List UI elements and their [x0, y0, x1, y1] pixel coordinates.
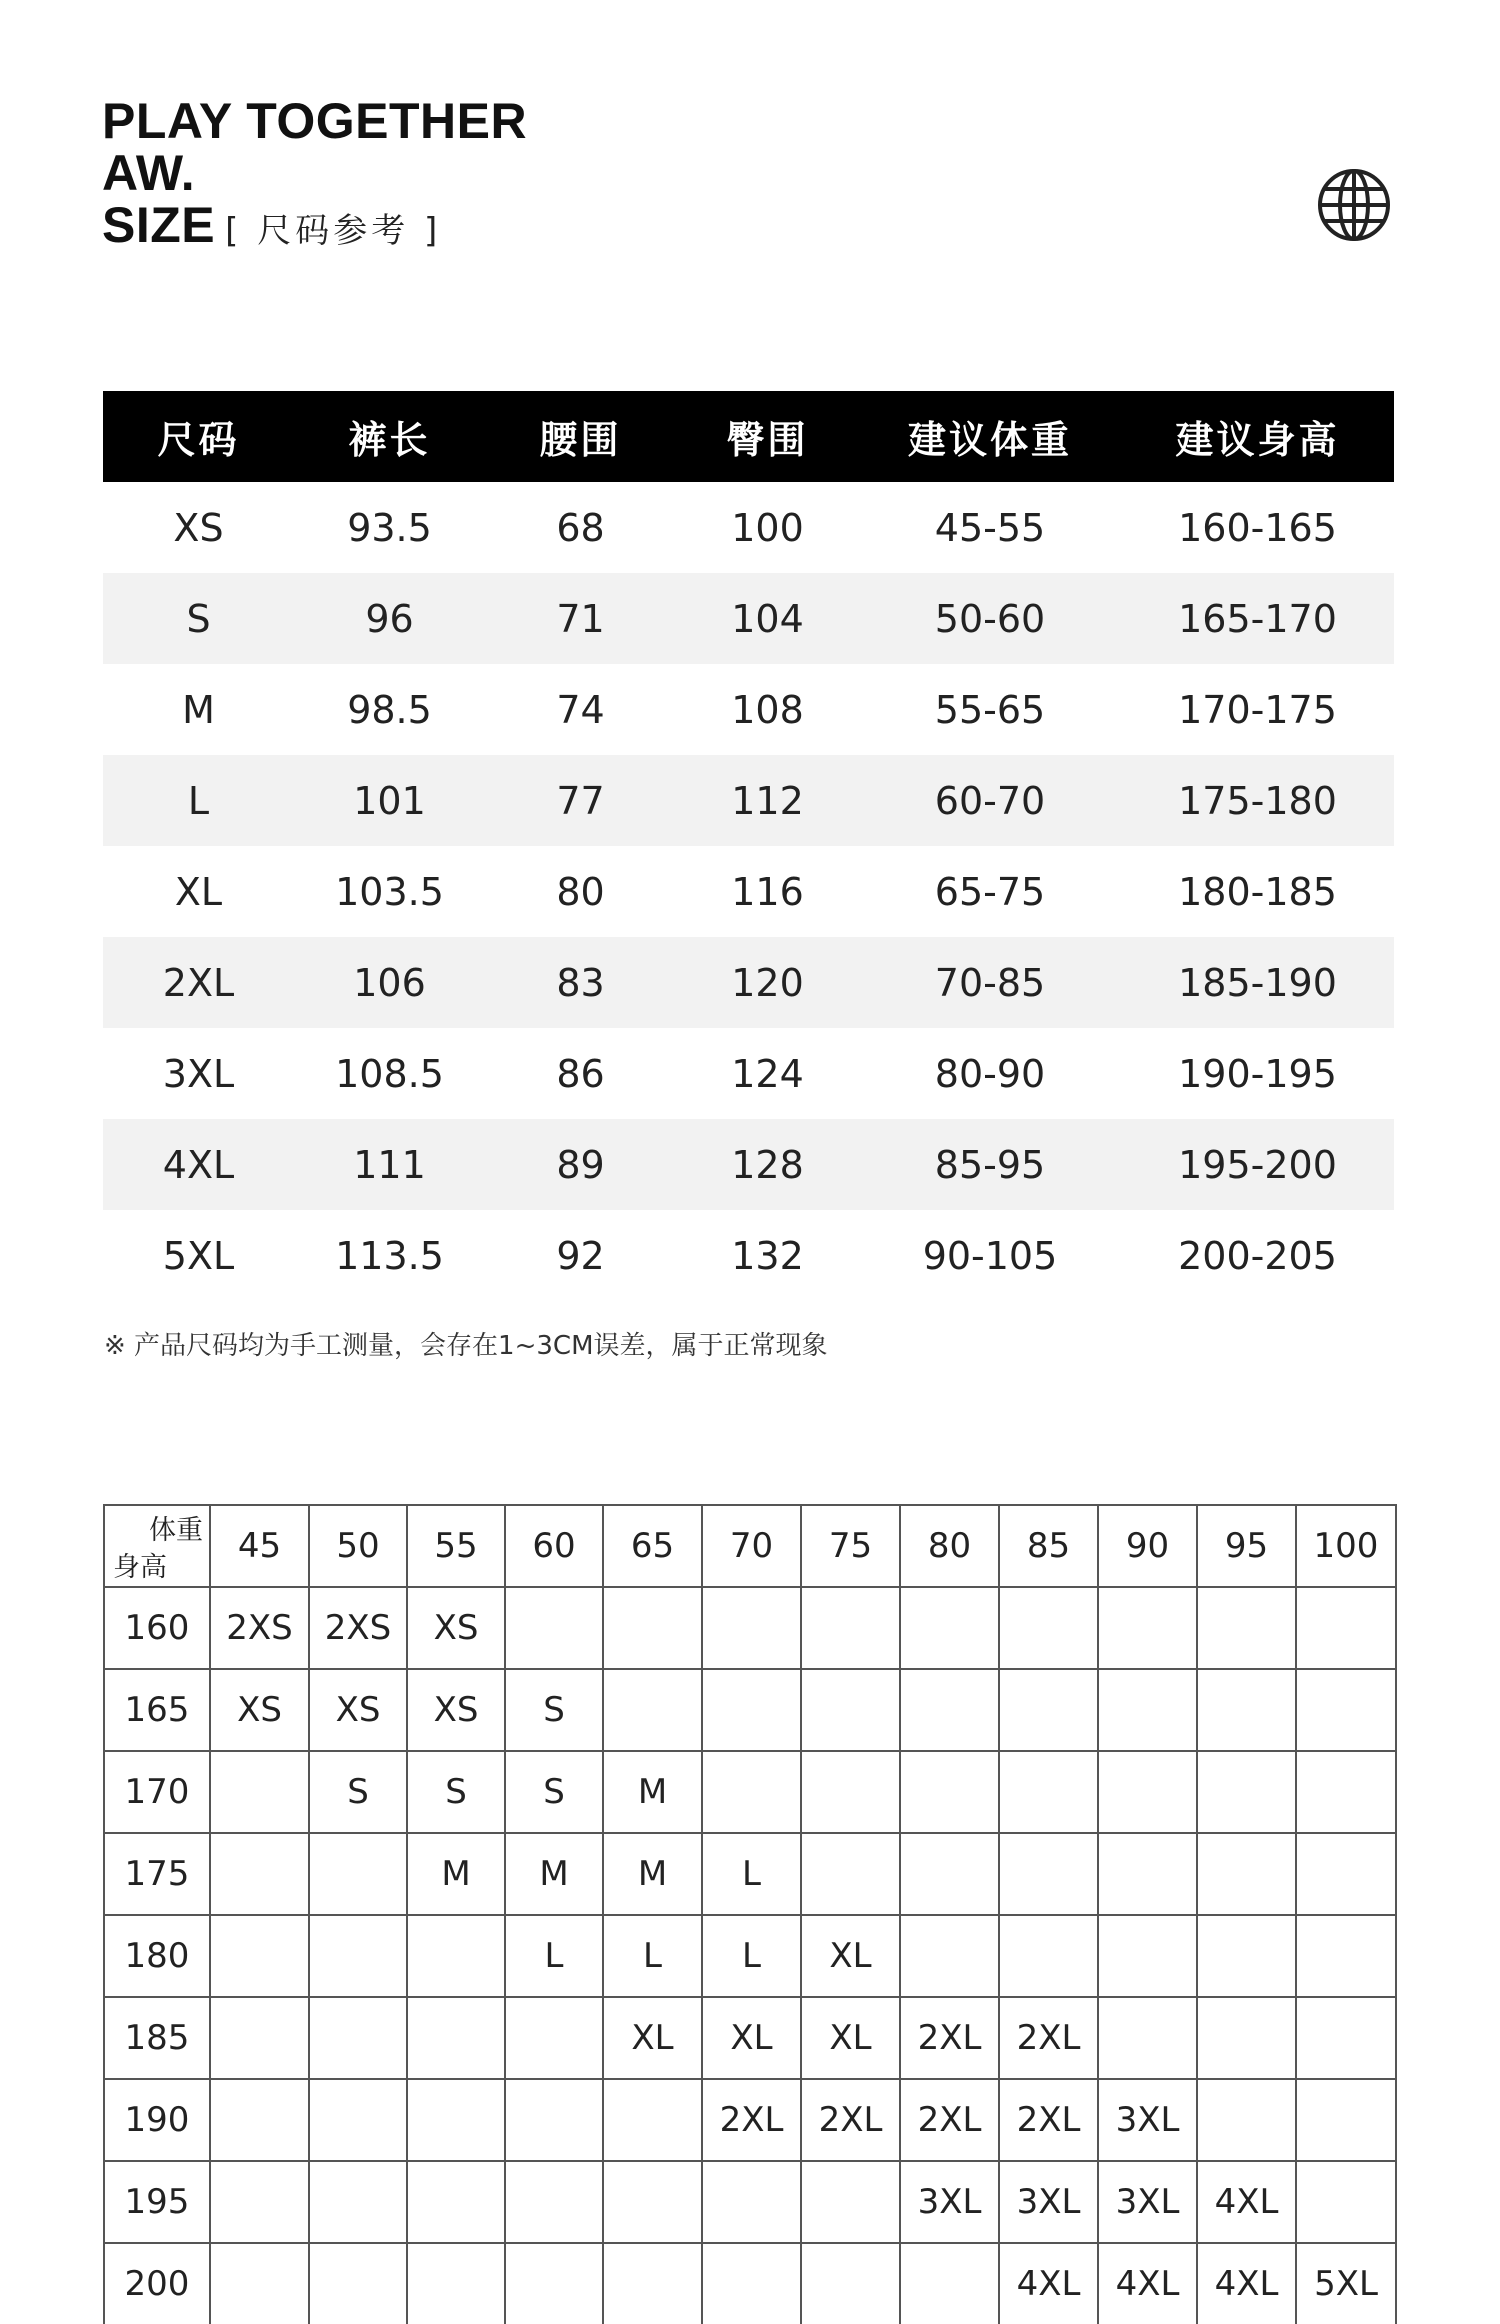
- matrix-cell: [210, 1997, 309, 2079]
- matrix-cell: [1197, 2079, 1296, 2161]
- brand-line-1: PLAY TOGETHER: [102, 93, 528, 149]
- table-cell: S: [103, 573, 294, 664]
- table-cell: 195-200: [1121, 1119, 1394, 1210]
- size-table-header-cell: 裤长: [294, 391, 485, 482]
- matrix-weight-header: 85: [999, 1505, 1098, 1587]
- matrix-cell: 2XL: [999, 1997, 1098, 2079]
- table-cell: 180-185: [1178, 869, 1337, 914]
- matrix-weight-header: 55: [407, 1505, 505, 1587]
- table-cell: 120: [676, 937, 859, 1028]
- matrix-cell: [309, 2243, 407, 2324]
- matrix-cell: [1296, 2079, 1396, 2161]
- matrix-cell: XS: [309, 1669, 407, 1751]
- matrix-cell: [407, 1915, 505, 1997]
- matrix-cell: [407, 2243, 505, 2324]
- matrix-cell: [407, 2161, 505, 2243]
- matrix-cell: [801, 2243, 900, 2324]
- matrix-cell: [407, 2079, 505, 2161]
- table-cell: 108: [731, 687, 804, 732]
- matrix-row: [104, 1997, 1396, 2079]
- table-row: [103, 1119, 1394, 1210]
- matrix-cell: S: [505, 1669, 603, 1751]
- matrix-cell: [702, 2243, 801, 2324]
- matrix-cell: 5XL: [1296, 2243, 1396, 2324]
- table-row: [103, 846, 1394, 937]
- table-row: [103, 1028, 1394, 1119]
- table-cell: 96: [294, 573, 485, 664]
- table-cell: 90-105: [922, 1233, 1058, 1278]
- matrix-cell: M: [603, 1751, 702, 1833]
- matrix-cell: [210, 2243, 309, 2324]
- matrix-cell: [702, 1751, 801, 1833]
- matrix-cell: [999, 1833, 1098, 1915]
- matrix-cell: [999, 1587, 1098, 1669]
- matrix-cell: [900, 1751, 999, 1833]
- matrix-height-label: 170: [104, 1751, 210, 1833]
- matrix-cell: [1197, 1587, 1296, 1669]
- size-subtitle: [ 尺码参考 ]: [225, 211, 442, 251]
- table-row: [103, 937, 1394, 1028]
- matrix-cell: L: [603, 1915, 702, 1997]
- table-cell: 104: [676, 573, 859, 664]
- table-cell: 175-180: [1121, 755, 1394, 846]
- matrix-cell: [210, 1915, 309, 1997]
- table-cell: 83: [485, 937, 676, 1028]
- matrix-height-label: 190: [104, 2079, 210, 2161]
- table-cell: 113.5: [335, 1233, 444, 1278]
- matrix-cell: [702, 1669, 801, 1751]
- matrix-cell: [210, 2161, 309, 2243]
- size-table-header-cell: 建议体重: [859, 391, 1121, 482]
- matrix-cell: 2XL: [999, 2079, 1098, 2161]
- matrix-cell: [801, 1833, 900, 1915]
- table-cell: 45-55: [934, 505, 1046, 550]
- matrix-cell: XL: [801, 1997, 900, 2079]
- table-cell: 74: [556, 687, 605, 732]
- table-cell: 101: [294, 755, 485, 846]
- matrix-height-label: 195: [104, 2161, 210, 2243]
- table-cell: XL: [174, 869, 223, 914]
- matrix-cell: L: [702, 1915, 801, 1997]
- table-cell: 4XL: [103, 1119, 294, 1210]
- matrix-cell: L: [702, 1833, 801, 1915]
- table-cell: 71: [485, 573, 676, 664]
- matrix-cell: [1296, 2161, 1396, 2243]
- matrix-cell: 4XL: [1098, 2243, 1197, 2324]
- matrix-weight-header: 70: [702, 1505, 801, 1587]
- table-cell: 60-70: [859, 755, 1121, 846]
- matrix-cell: [210, 2079, 309, 2161]
- matrix-header-row: [104, 1505, 1396, 1587]
- table-cell: 170-175: [1178, 687, 1337, 732]
- table-cell: 86: [556, 1051, 605, 1096]
- size-table-header-cell: 建议身高: [1121, 391, 1394, 482]
- table-row: [103, 482, 1394, 573]
- matrix-cell: [900, 1669, 999, 1751]
- corner-height-label: 身高: [113, 1552, 167, 1583]
- matrix-cell: [505, 2079, 603, 2161]
- matrix-cell: [1197, 1751, 1296, 1833]
- table-cell: 68: [556, 505, 605, 550]
- matrix-cell: [999, 1915, 1098, 1997]
- matrix-cell: 2XL: [801, 2079, 900, 2161]
- matrix-cell: [603, 1669, 702, 1751]
- matrix-cell: S: [309, 1751, 407, 1833]
- page-header: [102, 95, 527, 252]
- matrix-cell: 4XL: [999, 2243, 1098, 2324]
- matrix-corner-cell: [104, 1505, 210, 1587]
- matrix-cell: [1296, 1669, 1396, 1751]
- matrix-cell: [1098, 1751, 1197, 1833]
- size-chart-table: [103, 391, 1394, 1301]
- matrix-cell: [900, 1833, 999, 1915]
- matrix-cell: [309, 2161, 407, 2243]
- matrix-weight-header: 45: [210, 1505, 309, 1587]
- matrix-weight-header: 95: [1197, 1505, 1296, 1587]
- table-cell: 93.5: [347, 505, 432, 550]
- size-title: SIZE: [102, 197, 216, 253]
- matrix-cell: [1296, 1751, 1396, 1833]
- matrix-weight-header: 60: [505, 1505, 603, 1587]
- matrix-cell: [603, 2161, 702, 2243]
- matrix-cell: [1296, 1587, 1396, 1669]
- table-cell: L: [103, 755, 294, 846]
- matrix-cell: [1098, 1833, 1197, 1915]
- matrix-cell: [210, 1751, 309, 1833]
- matrix-row: [104, 2243, 1396, 2324]
- matrix-cell: 4XL: [1197, 2161, 1296, 2243]
- table-cell: 111: [294, 1119, 485, 1210]
- matrix-cell: 2XL: [702, 2079, 801, 2161]
- matrix-cell: 2XL: [900, 1997, 999, 2079]
- measurement-note: ※ 产品尺码均为手工测量，会存在1~3CM误差，属于正常现象: [104, 1331, 828, 1361]
- table-cell: 50-60: [859, 573, 1121, 664]
- table-cell: 124: [731, 1051, 804, 1096]
- table-cell: 165-170: [1121, 573, 1394, 664]
- matrix-row: [104, 1751, 1396, 1833]
- table-row: [103, 573, 1394, 664]
- matrix-cell: [1098, 1587, 1197, 1669]
- matrix-weight-header: 80: [900, 1505, 999, 1587]
- table-cell: 98.5: [347, 687, 432, 732]
- matrix-cell: [999, 1751, 1098, 1833]
- table-cell: 77: [485, 755, 676, 846]
- table-cell: 132: [731, 1233, 804, 1278]
- brand-line-2: AW.: [102, 145, 196, 201]
- matrix-row: [104, 2161, 1396, 2243]
- matrix-cell: S: [407, 1751, 505, 1833]
- matrix-cell: 3XL: [999, 2161, 1098, 2243]
- matrix-cell: [309, 2079, 407, 2161]
- matrix-height-label: 175: [104, 1833, 210, 1915]
- matrix-cell: [801, 1751, 900, 1833]
- table-cell: 80-90: [934, 1051, 1046, 1096]
- matrix-cell: S: [505, 1751, 603, 1833]
- matrix-height-label: 200: [104, 2243, 210, 2324]
- table-cell: 70-85: [859, 937, 1121, 1028]
- matrix-cell: M: [603, 1833, 702, 1915]
- matrix-cell: [801, 1587, 900, 1669]
- matrix-cell: [1197, 1997, 1296, 2079]
- table-cell: 3XL: [162, 1051, 235, 1096]
- matrix-cell: [1296, 1997, 1396, 2079]
- table-cell: 2XL: [103, 937, 294, 1028]
- table-row: [103, 755, 1394, 846]
- matrix-cell: [1098, 1669, 1197, 1751]
- matrix-cell: [603, 2243, 702, 2324]
- matrix-cell: [801, 2161, 900, 2243]
- table-cell: 116: [731, 869, 804, 914]
- matrix-height-label: 160: [104, 1587, 210, 1669]
- table-cell: 185-190: [1121, 937, 1394, 1028]
- matrix-cell: [900, 2243, 999, 2324]
- matrix-cell: XS: [407, 1669, 505, 1751]
- matrix-cell: [900, 1587, 999, 1669]
- matrix-weight-header: 90: [1098, 1505, 1197, 1587]
- table-cell: 65-75: [934, 869, 1046, 914]
- matrix-cell: [505, 2161, 603, 2243]
- matrix-cell: [702, 1587, 801, 1669]
- matrix-cell: 3XL: [1098, 2161, 1197, 2243]
- table-cell: XS: [173, 505, 224, 550]
- matrix-weight-header: 50: [309, 1505, 407, 1587]
- matrix-cell: [1197, 1915, 1296, 1997]
- table-cell: 5XL: [162, 1233, 235, 1278]
- corner-weight-label: 体重: [149, 1515, 203, 1546]
- table-row: [103, 664, 1394, 755]
- matrix-cell: XL: [801, 1915, 900, 1997]
- table-cell: 80: [556, 869, 605, 914]
- matrix-cell: [1197, 1669, 1296, 1751]
- matrix-cell: [1197, 1833, 1296, 1915]
- matrix-weight-header: 65: [603, 1505, 702, 1587]
- matrix-cell: [505, 1587, 603, 1669]
- matrix-cell: [702, 2161, 801, 2243]
- table-cell: 106: [294, 937, 485, 1028]
- table-cell: 89: [485, 1119, 676, 1210]
- matrix-height-label: 180: [104, 1915, 210, 1997]
- size-recommendation-matrix: [103, 1504, 1397, 2324]
- matrix-weight-header: 100: [1296, 1505, 1396, 1587]
- matrix-cell: [309, 1833, 407, 1915]
- matrix-cell: [505, 2243, 603, 2324]
- size-table-header-cell: 尺码: [103, 391, 294, 482]
- matrix-cell: M: [505, 1833, 603, 1915]
- matrix-cell: 3XL: [1098, 2079, 1197, 2161]
- matrix-row: [104, 1587, 1396, 1669]
- matrix-cell: [309, 1997, 407, 2079]
- matrix-cell: 2XL: [900, 2079, 999, 2161]
- matrix-cell: [900, 1915, 999, 1997]
- matrix-cell: XS: [210, 1669, 309, 1751]
- table-row: [103, 1210, 1394, 1301]
- matrix-cell: 2XS: [309, 1587, 407, 1669]
- matrix-cell: M: [407, 1833, 505, 1915]
- matrix-height-label: 185: [104, 1997, 210, 2079]
- matrix-cell: [603, 2079, 702, 2161]
- matrix-row: [104, 2079, 1396, 2161]
- matrix-cell: XL: [702, 1997, 801, 2079]
- matrix-cell: [1098, 1915, 1197, 1997]
- matrix-cell: [999, 1669, 1098, 1751]
- table-cell: 190-195: [1178, 1051, 1337, 1096]
- matrix-cell: [210, 1833, 309, 1915]
- matrix-cell: XL: [603, 1997, 702, 2079]
- matrix-cell: [1296, 1833, 1396, 1915]
- matrix-height-label: 165: [104, 1669, 210, 1751]
- matrix-cell: 3XL: [900, 2161, 999, 2243]
- size-title-row: [102, 199, 527, 252]
- matrix-row: [104, 1915, 1396, 1997]
- table-cell: 160-165: [1178, 505, 1337, 550]
- globe-icon: [1316, 167, 1392, 243]
- matrix-cell: [1296, 1915, 1396, 1997]
- matrix-cell: [1098, 1997, 1197, 2079]
- matrix-row: [104, 1833, 1396, 1915]
- matrix-cell: [603, 1587, 702, 1669]
- table-cell: 103.5: [335, 869, 444, 914]
- size-table-header-cell: 腰围: [485, 391, 676, 482]
- size-table-header-row: [103, 391, 1394, 482]
- matrix-cell: [407, 1997, 505, 2079]
- matrix-cell: L: [505, 1915, 603, 1997]
- matrix-row: [104, 1669, 1396, 1751]
- table-cell: 200-205: [1178, 1233, 1337, 1278]
- table-cell: 100: [731, 505, 804, 550]
- matrix-cell: XS: [407, 1587, 505, 1669]
- table-cell: 128: [676, 1119, 859, 1210]
- table-cell: 92: [556, 1233, 605, 1278]
- matrix-weight-header: 75: [801, 1505, 900, 1587]
- table-cell: 112: [676, 755, 859, 846]
- matrix-cell: [309, 1915, 407, 1997]
- matrix-cell: 4XL: [1197, 2243, 1296, 2324]
- table-cell: 85-95: [859, 1119, 1121, 1210]
- matrix-cell: [505, 1997, 603, 2079]
- table-cell: 55-65: [934, 687, 1046, 732]
- table-cell: M: [182, 687, 215, 732]
- size-table-header-cell: 臀围: [676, 391, 859, 482]
- matrix-cell: 2XS: [210, 1587, 309, 1669]
- table-cell: 108.5: [335, 1051, 444, 1096]
- matrix-cell: [801, 1669, 900, 1751]
